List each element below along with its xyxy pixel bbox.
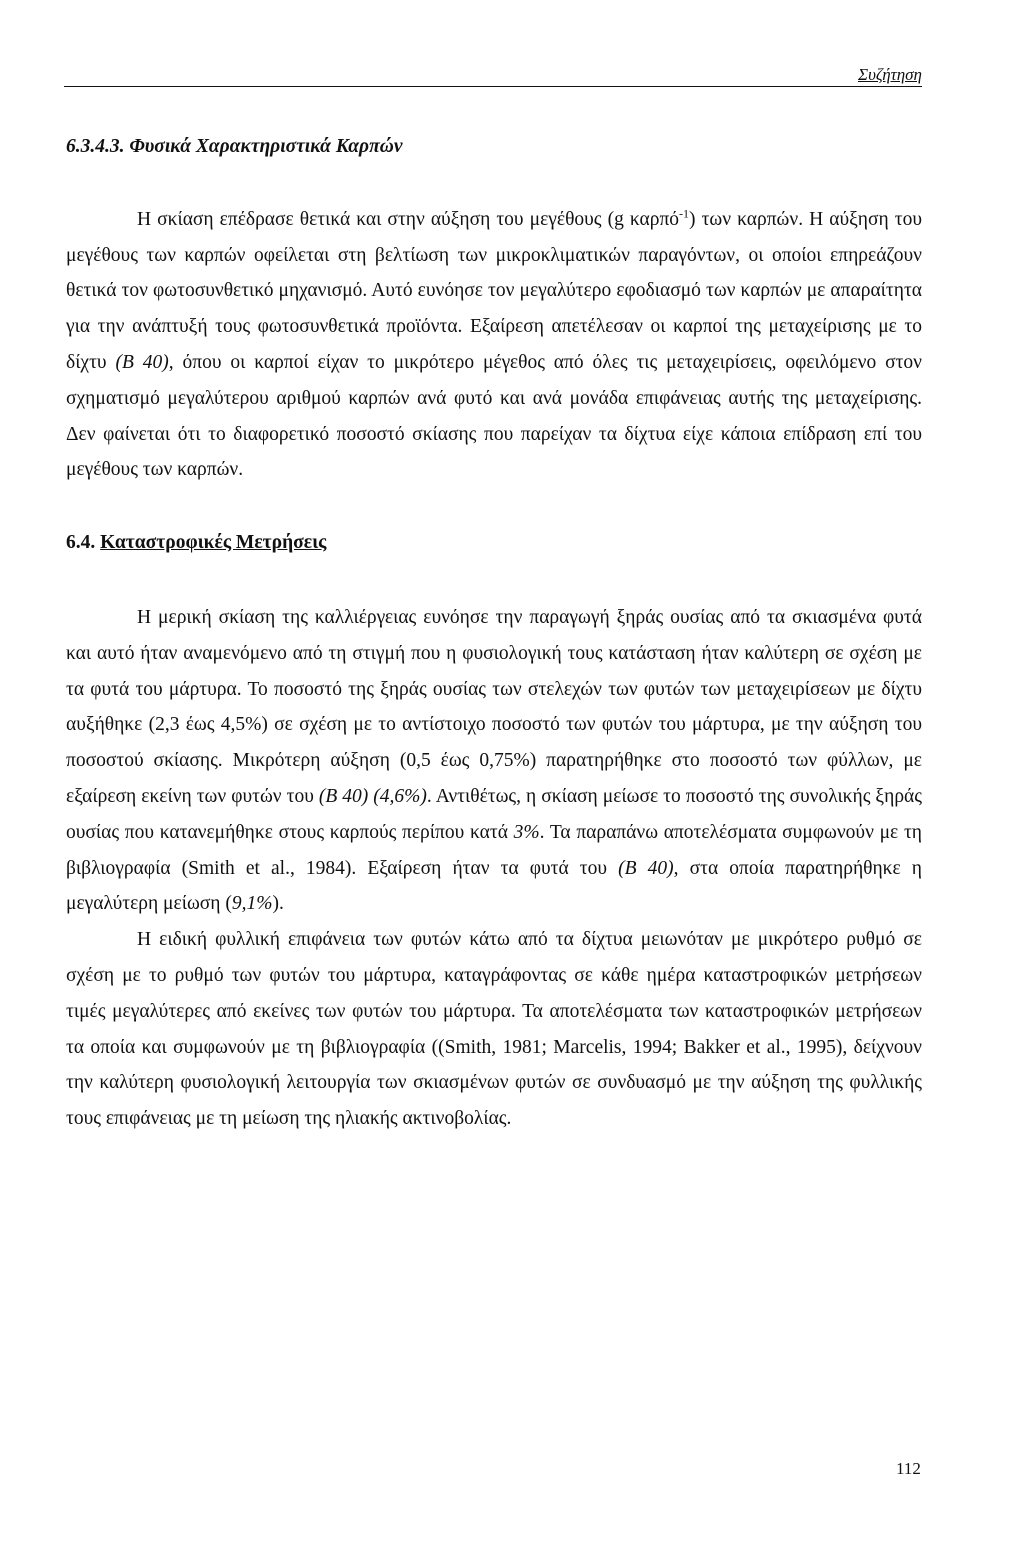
paragraph-fruit-size	[66, 202, 922, 488]
superscript: -1	[679, 206, 690, 221]
text-run: , όπου οι καρποί είχαν το μικρότερο μέγεθος από όλες τις μεταχειρίσεις, οφειλόμενο στον σχηματισμό μεγαλύτερου αριθμού καρπών ανά φυτό και ανά μονάδα επιφάνειας αυτής της μεταχείρισης. Δεν φαίνεται ότι το διαφορετικό ποσοστό σκίασης που παρείχαν τα δίχτυα είχε κάποια επίδραση επί του μεγέθους των καρπών.	[66, 351, 922, 481]
spacer	[66, 488, 922, 525]
section-title: Καταστροφικές Μετρήσεις	[100, 532, 327, 554]
paragraph-dry-matter	[66, 600, 922, 922]
section-heading-6-4	[66, 525, 922, 561]
text-run: , στα οποία παρατηρήθηκε η μεγαλύτερη μείωση (	[66, 857, 922, 915]
italic-run: (Β 40)	[115, 351, 169, 373]
text-run: . Τα παραπάνω αποτελέσματα συμφωνούν με τη βιβλιογραφία (Smith et al., 1984). Εξαίρεση ήταν τα φυτά του	[66, 821, 922, 879]
text-run: ) των καρπών. Η αύξηση του μεγέθους των καρπών οφείλεται στη βελτίωση των μικροκλιματικών παραγόντων, οι οποίοι επηρεάζουν θετικά τον φωτοσυνθετικό μηχανισμό. Αυτό ευνόησε τον μεγαλύτερο εφοδιασμό των καρπών με απαραίτητα για την ανάπτυξή τους φωτοσυνθετικά προϊόντα. Εξαίρεση απετέλεσαν οι καρποί της μεταχείρισης με το δίχτυ	[66, 208, 922, 373]
page-number: 112	[896, 1459, 921, 1478]
section-heading-6-3-4-3: 6.3.4.3. Φυσικά Χαρακτηριστικά Καρπών	[66, 136, 403, 157]
italic-run: (Β 40)	[618, 857, 674, 879]
italic-run: 9,1%	[231, 893, 273, 915]
text-run: Η σκίαση επέδρασε θετικά και στην αύξηση του μεγέθους (g καρπό	[137, 208, 680, 230]
document-body	[66, 129, 922, 1137]
paragraph-leaf-area: Η ειδική φυλλική επιφάνεια των φυτών κάτω από τα δίχτυα μειωνόταν με μικρότερο ρυθμό σε σχέση με το ρυθμό των φυτών του μάρτυρα, καταγράφοντας σε κάθε ημέρα καταστροφικών μετρήσεων τιμές μεγαλύτερες από εκείνες των φυτών του μάρτυρα. Τα αποτελέσματα των καταστροφικών μετρήσεων τα οποία και συμφωνούν με τη βιβλιογραφία ((Smith, 1981; Marcelis, 1994; Bakker et al., 1995), δείχνουν την καλύτερη φυσιολογική λειτουργία των σκιασμένων φυτών σε συνδυασμό με την αύξηση της φυλλικής τους επιφάνειας με τη μείωση της ηλιακής ακτινοβολίας.	[66, 929, 922, 1130]
header-label: Συζήτηση	[857, 65, 922, 84]
text-run: ).	[272, 893, 284, 915]
italic-run: (Β 40) (4,6%)	[318, 785, 427, 807]
italic-run: 3%	[513, 821, 540, 843]
text-run: . Αντιθέτως, η σκίαση μείωσε το ποσοστό της συνολικής ξηράς ουσίας που κατανεμήθηκε στους καρπούς περίπου κατά	[66, 785, 922, 843]
page-header	[64, 62, 922, 87]
section-number: 6.4.	[66, 532, 101, 554]
text-run: Η μερική σκίαση της καλλιέργειας ευνόησε την παραγωγή ξηράς ουσίας από τα σκιασμένα φυτά και αυτό ήταν αναμενόμενο από τη στιγμή που η φυσιολογική τους κατάσταση ήταν καλύτερη σε σχέση με τα φυτά του μάρτυρα. Το ποσοστό της ξηράς ουσίας των στελεχών των φυτών των μεταχειρίσεων με δίχτυ αυξήθηκε (2,3 έως 4,5%) σε σχέση με το αντίστοιχο ποσοστό των φυτών του μάρτυρα, με την αύξηση του ποσοστού σκίασης. Μικρότερη αύξηση (0,5 έως 0,75%) παρατηρήθηκε στο ποσοστό των φύλλων, με εξαίρεση εκείνη των φυτών του	[66, 606, 922, 807]
